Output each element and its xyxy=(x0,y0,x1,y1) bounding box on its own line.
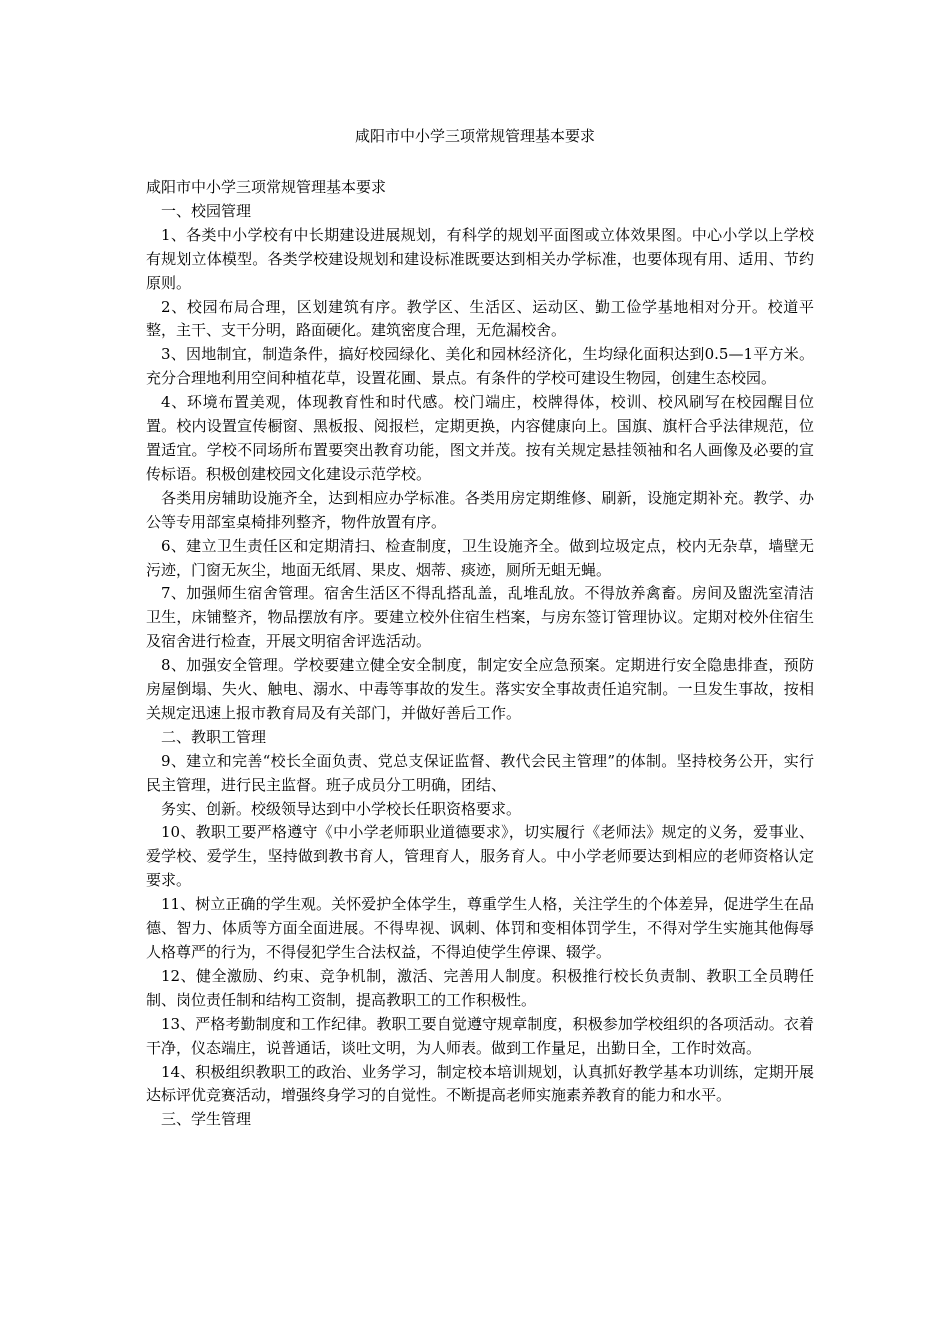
paragraph-8: 8、加强安全管理。学校要建立健全安全制度，制定安全应急预案。定期进行安全隐患排查，预防房屋倒塌、失火、触电、溺水、中毒等事故的发生。落实安全事故责任追究制。一旦发生事故，按相关规定迅速上报市教育局及有关部门，并做好善后工作。 xyxy=(146,656,814,722)
paragraph-10: 10、教职工要严格遵守《中小学老师职业道德要求》，切实履行《老师法》规定的义务，爱事业、爱学校、爱学生，坚持做到教书育人，管理育人，服务育人。中小学老师要达到相应的老师资格认定要求。 xyxy=(146,823,814,890)
paragraph-2: 2、校园布局合理，区划建筑有序。教学区、生活区、运动区、勤工俭学基地相对分开。校道平整，主干、支干分明，路面硬化。建筑密度合理，无危漏校舍。 xyxy=(146,297,814,340)
document-body xyxy=(146,176,814,1132)
paragraph-3: 3、因地制宜，制造条件，搞好校园绿化、美化和园林经济化，生均绿化面积达到0.5—1平方米。充分合理地利用空间种植花草，设置花圃、景点。有条件的学校可建设生物园，创建生态校园。 xyxy=(146,345,814,388)
paragraph-4: 4、环境布置美观，体现教育性和时代感。校门端庄，校牌得体，校训、校风刷写在校园醒目位置。校内设置宣传橱窗、黑板报、阅报栏，定期更换，内容健康向上。国旗、旗杆合乎法律规范，位置适宜。学校不同场所布置要突出教育功能，图文并茂。按有关规定悬挂领袖和名人画像及必要的宣传标语。积极创建校园文化建设示范学校。 xyxy=(146,393,814,483)
paragraph-11: 11、树立正确的学生观。关怀爱护全体学生，尊重学生人格，关注学生的个体差异，促进学生在品德、智力、体质等方面全面进展。不得卑视、讽刺、体罚和变相体罚学生，不得对学生实施其他侮辱人格尊严的行为，不得侵犯学生合法权益，不得迫使学生停课、辍学。 xyxy=(146,895,814,961)
document-subtitle: 咸阳市中小学三项常规管理基本要求 xyxy=(146,178,387,196)
paragraph-9: 9、建立和完善“校长全面负责、党总支保证监督、教代会民主管理”的体制。坚持校务公开，实行民主管理，进行民主监督。班子成员分工明确，团结、 xyxy=(146,751,814,794)
document-title: 咸阳市中小学三项常规管理基本要求 xyxy=(354,127,595,145)
paragraph-9-continued: 务实、创新。校级领导达到中小学校长任职资格要求。 xyxy=(161,799,522,818)
paragraph-12: 12、健全激励、约束、竞争机制，激活、完善用人制度。积极推行校长负责制、教职工全员聘任制、岗位责任制和结构工资制，提高教职工的工作积极性。 xyxy=(146,966,814,1009)
paragraph-6: 6、建立卫生责任区和定期清扫、检查制度，卫生设施齐全。做到垃圾定点，校内无杂草，墙壁无污迹，门窗无灰尘，地面无纸屑、果皮、烟蒂、痰迹，厕所无蛆无蝇。 xyxy=(146,536,814,579)
paragraph-13: 13、严格考勤制度和工作纪律。教职工要自觉遵守规章制度，积极参加学校组织的各项活动。衣着干净，仪态端庄，说普通话，谈吐文明，为人师表。做到工作量足，出勤日全，工作时效高。 xyxy=(146,1014,814,1057)
section-heading-campus: 一、校园管理 xyxy=(161,201,252,220)
section-heading-staff: 二、教职工管理 xyxy=(161,727,267,746)
paragraph-14: 14、积极组织教职工的政治、业务学习，制定校本培训规划，认真抓好教学基本功训练，定期开展达标评优竞赛活动，增强终身学习的自觉性。不断提高老师实施素养教育的能力和水平。 xyxy=(146,1062,814,1105)
paragraph-5: 各类用房辅助设施齐全，达到相应办学标准。各类用房定期维修、刷新，设施定期补充。教学、办公等专用部室桌椅排列整齐，物件放置有序。 xyxy=(146,488,814,531)
paragraph-1: 1、各类中小学校有中长期建设进展规划，有科学的规划平面图或立体效果图。中心小学以上学校有规划立体模型。各类学校建设规划和建设标准既要达到相关办学标准，也要体现有用、适用、节约原则。 xyxy=(146,225,814,292)
section-heading-students: 三、学生管理 xyxy=(161,1110,252,1129)
paragraph-7: 7、加强师生宿舍管理。宿舍生活区不得乱搭乱盖，乱堆乱放。不得放养禽畜。房间及盥洗室清洁卫生，床铺整齐，物品摆放有序。要建立校外住宿生档案，与房东签订管理协议。定期对校外住宿生及宿舍进行检查，开展文明宿舍评选活动。 xyxy=(146,584,814,651)
